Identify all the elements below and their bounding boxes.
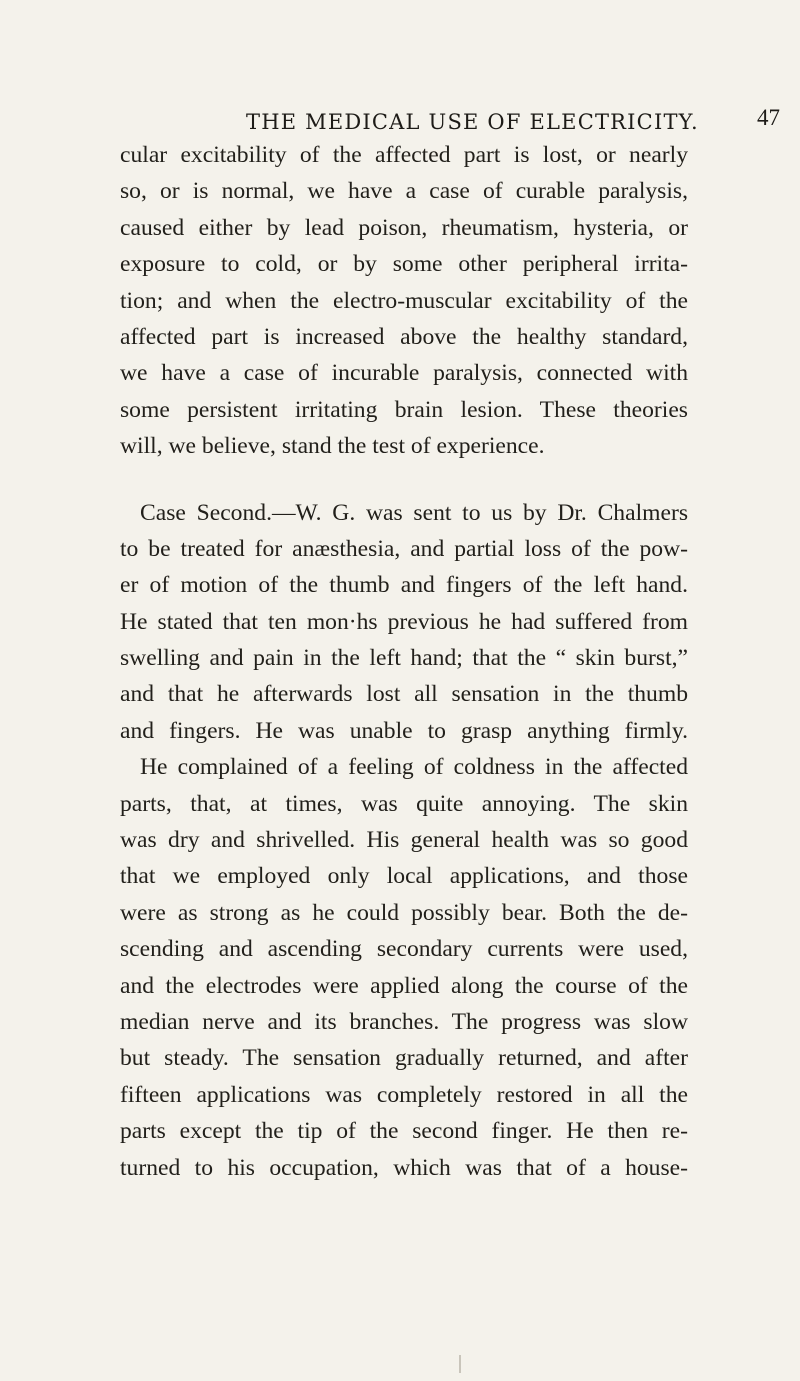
- text-line: and fingers. He was unable to grasp anything firmly.: [120, 717, 688, 744]
- text-line: will, we believe, stand the test of experience.: [120, 433, 545, 460]
- text-line: Case Second.—W. G. was sent to us by Dr. Chalmers: [140, 499, 688, 526]
- paragraph-1: [120, 137, 688, 465]
- text-line: and the electrodes were applied along the course of the: [120, 972, 688, 999]
- text-line: exposure to cold, or by some other peripheral irrita-: [120, 251, 688, 278]
- text-line: cular excitability of the affected part is lost, or nearly: [120, 142, 688, 168]
- text-line: tion; and when the electro-muscular excitability of the: [120, 287, 688, 314]
- text-line: He stated that ten mon·hs previous he had suffered from: [120, 608, 688, 635]
- text-line: affected part is increased above the healthy standard,: [120, 323, 688, 350]
- paragraph-spacer: [120, 465, 688, 495]
- text-line: were as strong as he could possibly bear. Both the de-: [120, 899, 688, 926]
- text-line: that we employed only local applications, and those: [120, 863, 688, 890]
- page-number: 47: [757, 105, 780, 130]
- paragraph-2: [120, 495, 688, 1186]
- text-line: but steady. The sensation gradually returned, and after: [120, 1045, 688, 1072]
- text-line: parts except the tip of the second finger. He then re-: [120, 1118, 688, 1145]
- text-line: to be treated for anæsthesia, and partial loss of the pow-: [120, 535, 688, 562]
- text-line: and that he afterwards lost all sensation in the thumb: [120, 681, 688, 708]
- running-title: THE MEDICAL USE OF ELECTRICITY.: [246, 110, 699, 134]
- text-line: fifteen applications was completely restored in all the: [120, 1081, 688, 1108]
- text-line: parts, that, at times, was quite annoying. The skin: [120, 790, 688, 817]
- body-text: [120, 137, 688, 1186]
- text-line: He complained of a feeling of coldness in the affected: [140, 754, 688, 781]
- page-header: [0, 78, 800, 134]
- scan-artifact-mark: [459, 1355, 461, 1373]
- text-line: median nerve and its branches. The progress was slow: [120, 1008, 688, 1035]
- text-line: so, or is normal, we have a case of curable paralysis,: [120, 178, 688, 205]
- text-line: caused either by lead poison, rheumatism, hysteria, or: [120, 214, 688, 241]
- text-line: some persistent irritating brain lesion. These theories: [120, 396, 688, 423]
- text-line: we have a case of incurable paralysis, connected with: [120, 360, 688, 387]
- text-line: was dry and shrivelled. His general health was so good: [120, 827, 688, 854]
- text-line: scending and ascending secondary currents were used,: [120, 936, 688, 963]
- text-line: swelling and pain in the left hand; that the “ skin burst,”: [120, 645, 688, 672]
- text-line: turned to his occupation, which was that of a house-: [120, 1154, 688, 1181]
- text-line: er of motion of the thumb and fingers of the left hand.: [120, 572, 688, 599]
